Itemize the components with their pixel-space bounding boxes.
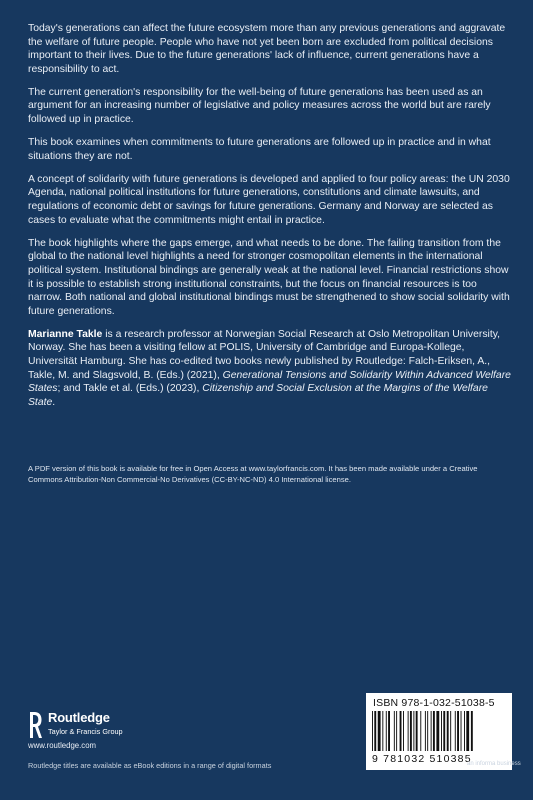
barcode-bar xyxy=(436,711,439,751)
blurb-paragraph-2: The current generation's responsibility for the well-being of future generations has been used as an argument for an increasing number of legislative and policy measures across the world but are rarely followed up in practice. xyxy=(28,86,491,126)
barcode-bar xyxy=(410,711,412,751)
publisher-group: Taylor & Francis Group xyxy=(48,727,123,736)
barcode-bar xyxy=(466,711,469,751)
barcode-bar xyxy=(388,711,390,751)
bio-book-title-2: Citizenship and Social Exclusion at the Margins of the Welfare State xyxy=(28,383,488,408)
barcode-bar xyxy=(413,711,414,751)
barcode-bar xyxy=(400,711,402,751)
barcode-bar xyxy=(433,711,435,751)
open-access-note: A PDF version of this book is available for free in Open Access at www.taylorfrancis.com. It has been made available under a Creative Commons Attribution-Non Commercial-No Derivatives (CC-BY-NC-ND) 4.0 International license. xyxy=(28,464,478,484)
bio-text-3: . xyxy=(52,396,56,408)
blurb-paragraph-5: The book highlights where the gaps emerge, and what needs to be done. The failing transition from the global to the national level highlights a need for stronger cosmopolitan elements in the international political system. Institutional bindings are generally weak at the national level. Financial restrictions show it is possible to establish strong institutional constraints, but the focus on financial resources is too narrow. Both national and global institutional bindings must be strengthened to show social solidarity with future generations. xyxy=(28,237,510,317)
barcode-bar xyxy=(461,711,462,751)
barcode-bar xyxy=(464,711,465,751)
bio-text-2: ; and Takle et al. (Eds.) (2023), xyxy=(57,383,203,395)
ebook-note: Routledge titles are available as eBook editions in a range of digital formats xyxy=(28,761,272,770)
barcode-bar xyxy=(455,711,456,751)
barcode xyxy=(370,711,510,751)
barcode-bar xyxy=(403,711,404,751)
barcode-bar xyxy=(425,711,426,751)
barcode-bar xyxy=(408,711,409,751)
barcode-bar xyxy=(457,711,459,751)
bio-book-title-1: Generational Tensions and Solidarity Within Advanced Welfare States xyxy=(28,369,511,395)
barcode-bar xyxy=(394,711,395,751)
barcode-bar xyxy=(441,711,442,751)
barcode-bar xyxy=(396,711,397,751)
blurb-paragraph-1: Today's generations can affect the future ecosystem more than any previous generations and aggravate the welfare of future people. People who have not yet been born are excluded from political decisions important to their lives. Due to the future generations' lack of influence, current generations have a responsibility to act. xyxy=(28,23,506,75)
barcode-bar xyxy=(420,711,421,751)
author-bio xyxy=(28,328,512,410)
barcode-bar xyxy=(378,711,381,751)
barcode-bar xyxy=(443,711,445,751)
barcode-digits: 9 781032 510385 xyxy=(372,753,472,765)
barcode-bar xyxy=(450,711,451,751)
bio-text-1: is a research professor at Norwegian Social Research at Oslo Metropolitan University, Norway. She has been a visiting fellow at POLIS, University of Cambridge and Europa-Kollege, Universität Hamburg. She has co-edited two books newly published by Routledge: Falch-Eriksen, A., Takle, M. and Slagsvold, B. (Eds.) (2021), xyxy=(28,328,501,381)
barcode-bar xyxy=(382,711,383,751)
publisher-url[interactable]: www.routledge.com xyxy=(28,741,97,750)
barcode-bar xyxy=(471,711,473,751)
barcode-bar xyxy=(386,711,387,751)
blurb-paragraph-3: This book examines when commitments to future generations are followed up in practice and in what situations they are not. xyxy=(28,137,491,162)
barcode-bar xyxy=(427,711,428,751)
barcode-bar xyxy=(372,711,373,751)
barcode-bar xyxy=(416,711,418,751)
author-name: Marianne Takle xyxy=(28,328,103,340)
publisher-name: Routledge xyxy=(48,710,110,725)
routledge-r-icon xyxy=(28,710,43,740)
barcode-bar xyxy=(447,711,449,751)
isbn-label: ISBN 978-1-032-51038-5 xyxy=(373,697,495,709)
blurb xyxy=(28,22,512,419)
informa-tagline: an informa business xyxy=(467,761,521,767)
barcode-bar xyxy=(374,711,376,751)
barcode-bar xyxy=(431,711,432,751)
blurb-paragraph-4: A concept of solidarity with future generations is developed and applied to four policy areas: the UN 2030 Agenda, national political institutions for future generations, constitutions and climate lawsuits, and regulations of economic debt or savings for future generations. Germany and Norway are selected as cases to evaluate what the commitments might entail in practice. xyxy=(28,173,510,226)
